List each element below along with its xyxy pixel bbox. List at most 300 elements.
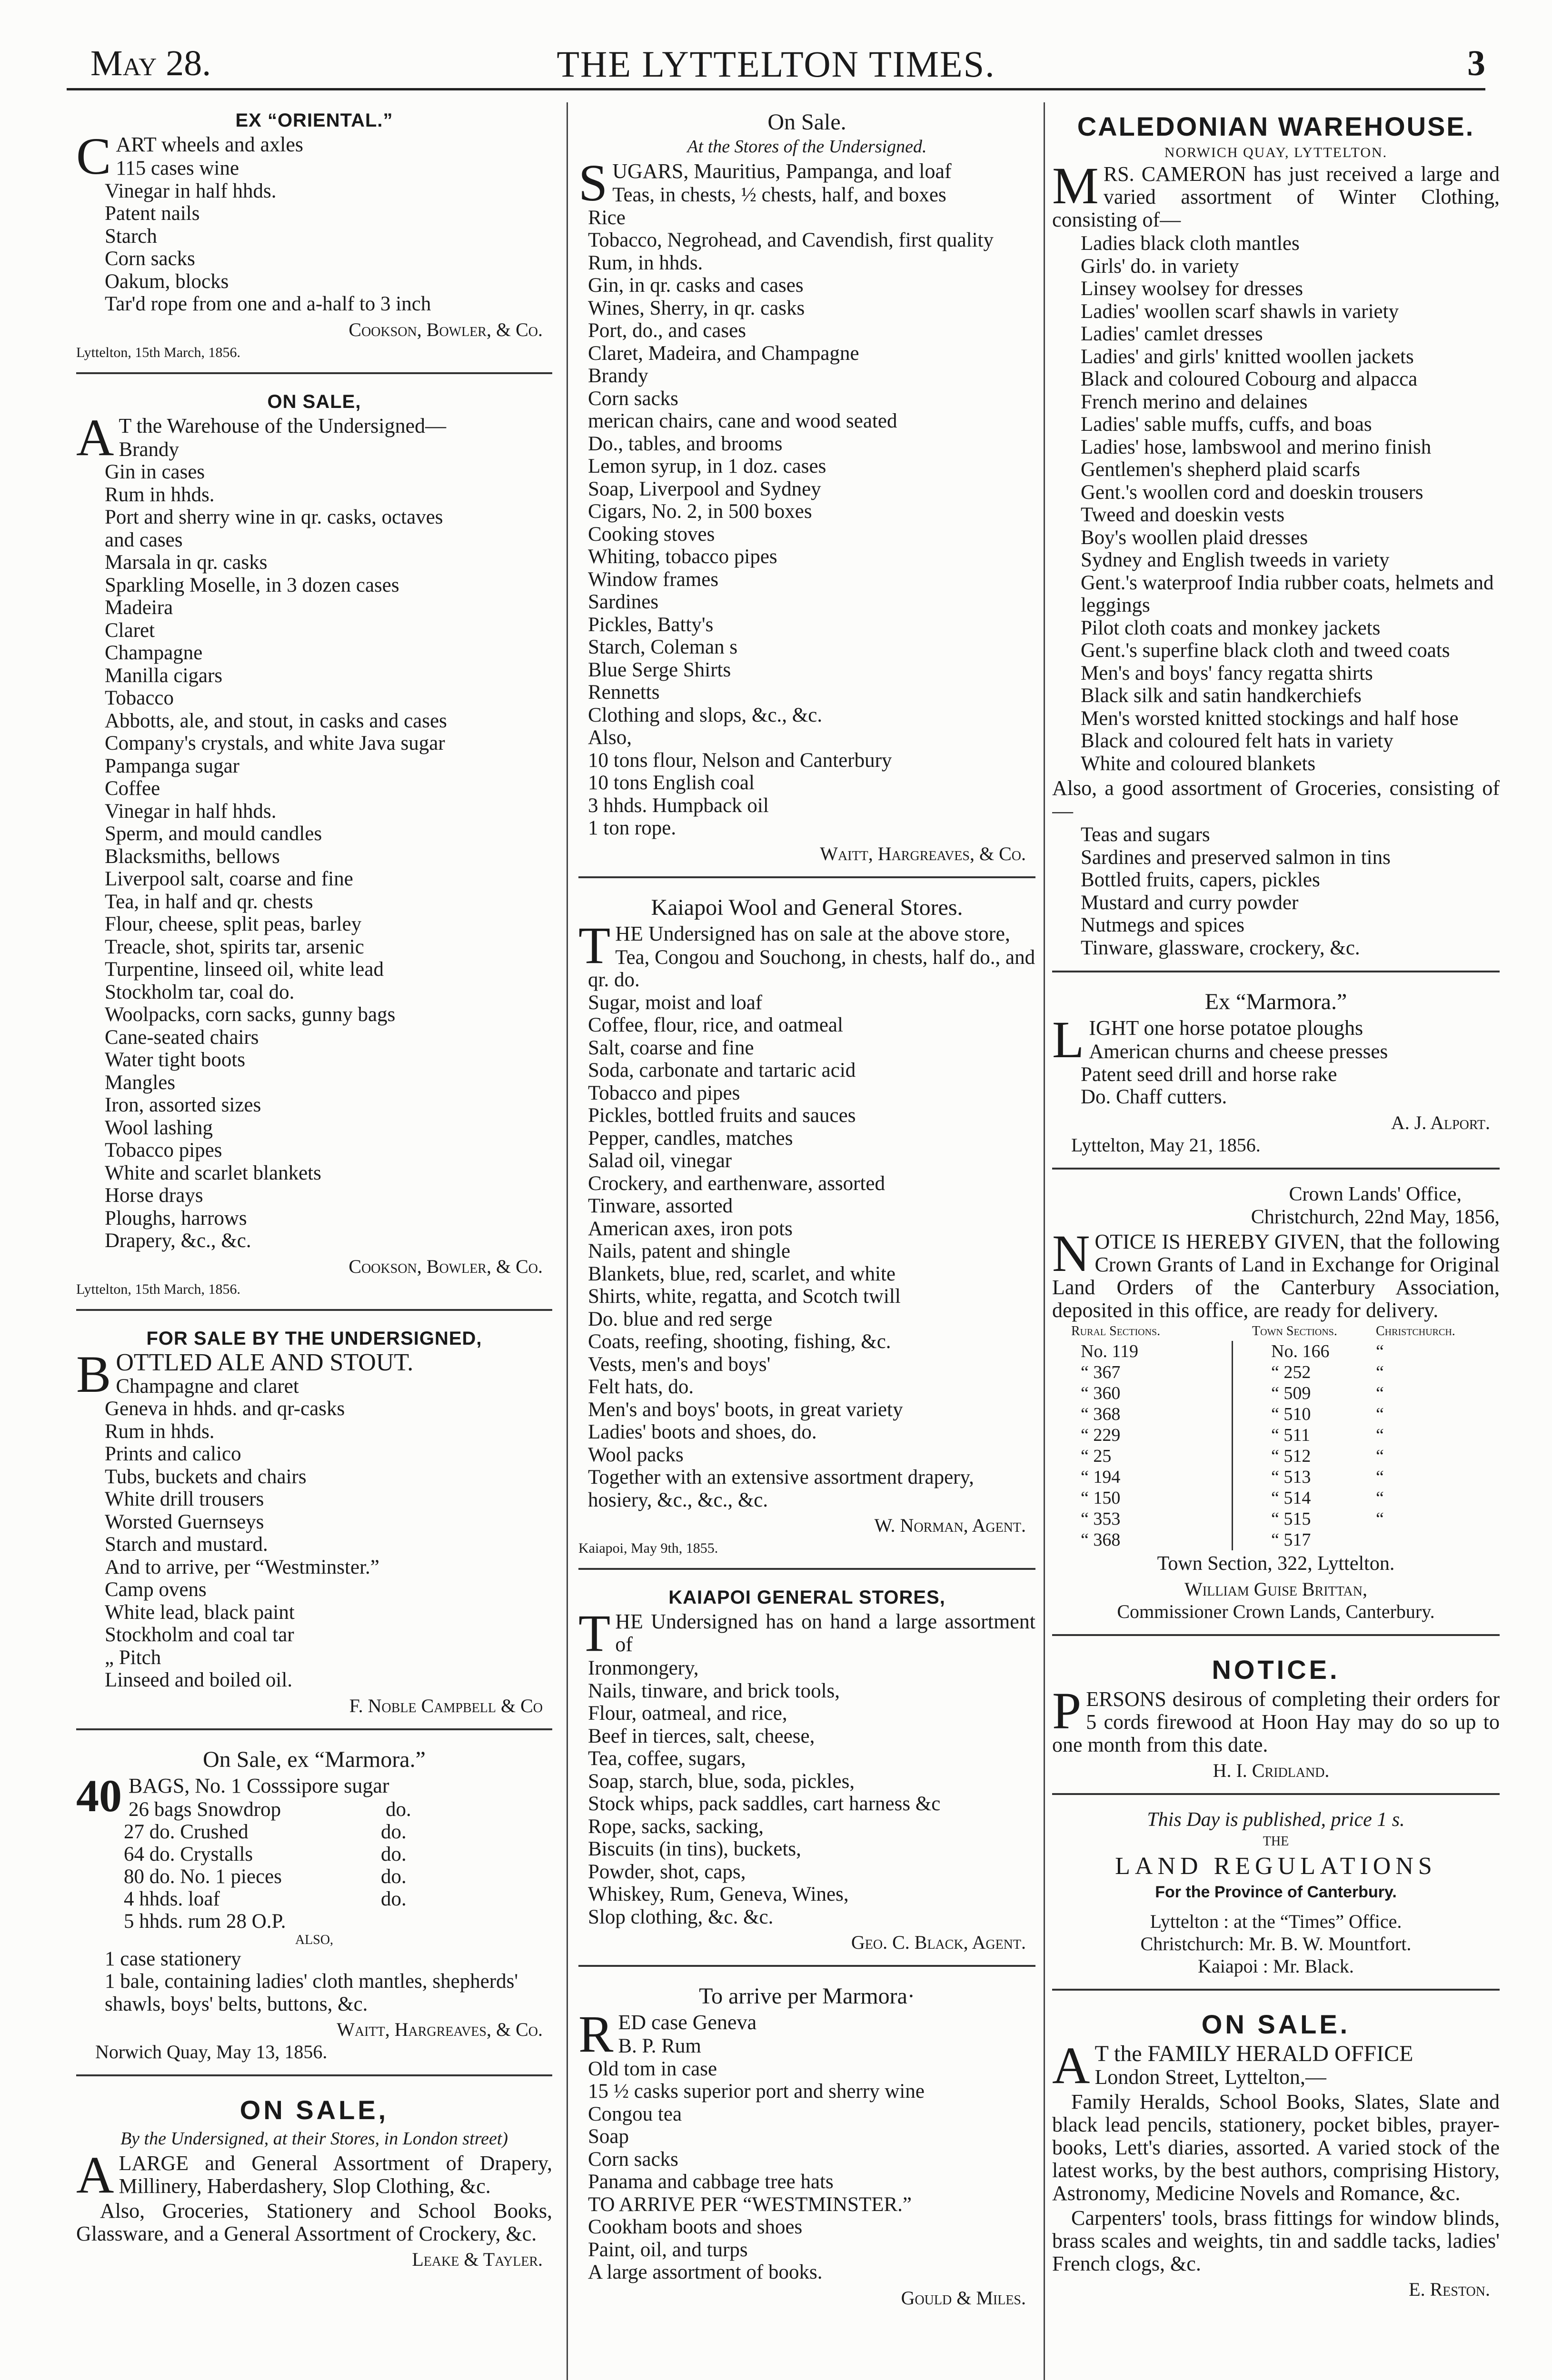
list-item: 115 cases wine [116, 157, 239, 179]
column-3 [1052, 102, 1500, 2380]
publication-title: LAND REGULATIONS [1115, 1852, 1437, 1880]
item-list [76, 1948, 552, 2016]
ad-heading: On Sale, ex “Marmora.” [203, 1746, 426, 1772]
list-item: Boy's woollen plaid dresses [1081, 526, 1308, 549]
list-item: Panama and cabbage tree hats [588, 2171, 834, 2193]
also-label: ALSO, [295, 1932, 334, 1947]
table-cell: 27 do. Crushed [124, 1820, 249, 1843]
list-item: 10 tons English coal [588, 772, 755, 794]
ad-on-sale-stores [578, 102, 1035, 878]
list-item: Treacle, shot, spirits tar, arsenic [105, 935, 364, 958]
list-item: Brandy [119, 438, 179, 461]
list-item: “ 252 [1271, 1362, 1311, 1382]
list-item: Also, [588, 726, 632, 749]
column-rule [1044, 102, 1045, 2380]
list-item: Gent.'s waterproof India rubber coats, helmets and leggings [1081, 571, 1494, 616]
list-item: Ladies' and girls' knitted woollen jackets [1081, 345, 1414, 368]
list-item: Corn sacks [588, 387, 678, 410]
list-item: Gent.'s woollen cord and doeskin trousers [1081, 481, 1423, 504]
list-item: “ [1376, 1508, 1384, 1529]
list-item: Sydney and English tweeds in variety [1081, 549, 1390, 571]
table-cell: do. [381, 1820, 407, 1843]
list-item: Paint, oil, and turps [588, 2238, 748, 2261]
newspaper-title: THE LYTTELTON TIMES. [557, 43, 995, 85]
list-item: Woolpacks, corn sacks, gunny bags [105, 1003, 396, 1026]
list-item: Tea, Congou and Souchong, in chests, half do., and qr. do. [588, 946, 1035, 991]
list-item: Manilla cigars [105, 664, 223, 687]
list-item: Stockholm tar, coal do. [105, 981, 295, 1003]
list-item: Beef in tierces, salt, cheese, [588, 1725, 815, 1747]
also-line: Also, a good assortment of Groceries, consisting of— [1052, 776, 1500, 823]
sugar-table [76, 1798, 552, 1933]
ad-ex-marmora-ploughs [1052, 982, 1500, 1170]
list-item: Champagne and claret [116, 1375, 299, 1398]
agent-lyttelton: Lyttelton : at the “Times” Office. [1150, 1910, 1402, 1932]
list-item: Old tom in case [588, 2057, 717, 2080]
list-item: Abbotts, ale, and stout, in casks and cases [105, 709, 447, 732]
list-item: Drapery, &c., &c. [105, 1230, 251, 1252]
list-item: and cases [105, 528, 183, 551]
ad-date: Lyttelton, 15th March, 1856. [76, 1281, 240, 1297]
list-item: 10 tons flour, Nelson and Canterbury [588, 749, 892, 772]
list-item: Wool lashing [105, 1116, 213, 1139]
list-item: “ [1376, 1425, 1384, 1445]
list-item: “ 229 [1081, 1425, 1121, 1445]
list-item: “ 194 [1081, 1467, 1121, 1487]
list-item: White lead, black paint [105, 1601, 295, 1624]
ad-signature: H. I. Cridland. [1213, 1759, 1330, 1781]
table-row [129, 1798, 552, 1821]
list-item: No. 166 [1271, 1341, 1330, 1361]
list-item: „ Pitch [105, 1646, 161, 1669]
column-2 [578, 102, 1035, 2380]
list-item: “ 511 [1271, 1425, 1310, 1445]
list-item: “ 517 [1271, 1529, 1311, 1550]
drop-cap: A [76, 408, 114, 466]
list-item: Tubs, buckets and chairs [105, 1465, 307, 1488]
list-item: White and scarlet blankets [105, 1161, 321, 1184]
drop-cap: R [578, 2005, 614, 2063]
ad-signature: Leake & Tayler. [412, 2249, 543, 2270]
column-rule [567, 102, 568, 2380]
item-list [76, 157, 552, 316]
ad-heading: To arrive per Marmora· [699, 1983, 915, 2009]
ad-signature: Waitt, Hargreaves, & Co. [820, 843, 1026, 864]
list-item: Sardines and preserved salmon in tins [1081, 846, 1391, 869]
list-item: Stock whips, pack saddles, cart harness &c [588, 1793, 941, 1815]
list-item: “ 150 [1081, 1488, 1121, 1508]
list-item: No. 119 [1081, 1341, 1139, 1361]
ad-heading: ON SALE. [1201, 2009, 1351, 2039]
list-item: Congou tea [588, 2102, 682, 2125]
list-item: “ [1376, 1488, 1384, 1508]
list-item: Company's crystals, and white Java sugar [105, 732, 445, 754]
list-item: “ 509 [1271, 1383, 1311, 1403]
list-item: Men's and boys' fancy regatta shirts [1081, 662, 1373, 684]
table-row [124, 1821, 552, 1843]
list-item: Do., tables, and brooms [588, 432, 783, 455]
table-cell: 80 do. No. 1 pieces [124, 1865, 282, 1888]
list-item: Gin in cases [105, 461, 205, 483]
table-cell: 64 do. Crystalls [124, 1843, 253, 1865]
ad-date: Norwich Quay, May 13, 1856. [95, 2041, 328, 2063]
list-item: White drill trousers [105, 1488, 264, 1510]
list-item: Slop clothing, &c. &c. [588, 1905, 774, 1928]
list-item: Girls' do. in variety [1081, 255, 1239, 278]
list-item: Powder, shot, caps, [588, 1860, 746, 1883]
list-item: “ 25 [1081, 1446, 1112, 1466]
list-item: Soap, starch, blue, soda, pickles, [588, 1770, 855, 1793]
ad-ex-oriental [76, 102, 552, 374]
list-item: Tweed and doeskin vests [1081, 504, 1285, 526]
notice-text: ERSONS desirous of completing their orders for 5 cords firewood at Hoon Hay may do so up to one month from this date. [1052, 1687, 1500, 1756]
ad-heading: NOTICE. [1212, 1654, 1340, 1685]
ad-heading: KAIAPOI GENERAL STORES, [668, 1587, 945, 1608]
list-item: Rum in hhds. [105, 1420, 215, 1443]
list-item: Coffee [105, 777, 160, 800]
list-item: “ 514 [1271, 1488, 1311, 1508]
list-item: Gentlemen's shepherd plaid scarfs [1081, 458, 1360, 481]
list-item: Men's worsted knitted stockings and half hose [1081, 707, 1459, 730]
list-item: Do. blue and red serge [588, 1308, 773, 1330]
ad-first-line: IGHT one horse potatoe ploughs [1089, 1016, 1363, 1040]
list-item: Soap [588, 2125, 629, 2148]
ad-heading: CALEDONIAN WAREHOUSE. [1077, 111, 1475, 141]
ad-signature: Cookson, Bowler, & Co. [348, 1255, 543, 1277]
list-item: Black and coloured felt hats in variety [1081, 730, 1393, 752]
signatory-title: Commissioner Crown Lands, Canterbury. [1117, 1600, 1435, 1622]
ad-heading: EX “ORIENTAL.” [235, 110, 393, 131]
list-item: Cane-seated chairs [105, 1026, 259, 1049]
ad-first-line: UGARS, Mauritius, Pampanga, and loaf [612, 159, 952, 183]
list-item: French merino and delaines [1081, 390, 1308, 413]
list-item: Brandy [588, 365, 648, 387]
publication-subtitle: For the Province of Canterbury. [1155, 1883, 1397, 1901]
item-list [76, 438, 552, 1252]
list-item: Marsala in qr. casks [105, 551, 268, 574]
list-item: Tobacco pipes [105, 1139, 222, 1161]
publish-line: This Day is published, price 1 s. [1147, 1808, 1405, 1831]
list-item: merican chairs, cane and wood seated [588, 410, 897, 432]
list-item: Rennetts [588, 681, 660, 704]
list-item: Starch [105, 225, 157, 248]
ad-signature: Cookson, Bowler, & Co. [348, 318, 543, 340]
list-item: Blankets, blue, red, scarlet, and white [588, 1262, 895, 1285]
list-item: “ [1376, 1467, 1384, 1487]
list-item: Mangles [105, 1071, 176, 1094]
list-item: Ladies' boots and shoes, do. [588, 1421, 817, 1443]
ad-body-2: Carpenters' tools, brass fittings for window blinds, brass scales and weights, tin and saddle tacks, ladies' French clogs, &c. [1052, 2206, 1500, 2275]
drop-cap: C [76, 127, 111, 185]
agent-kaiapoi: Kaiapoi : Mr. Black. [1198, 1955, 1354, 1977]
list-item: “ 360 [1081, 1383, 1121, 1403]
list-item: Cigars, No. 2, in 500 boxes [588, 500, 812, 523]
office-date: Christchurch, 22nd May, 1856, [1251, 1206, 1500, 1228]
ad-signature: E. Reston. [1409, 2278, 1490, 2300]
ad-land-regulations [1052, 1805, 1500, 1991]
list-item: Whiskey, Rum, Geneva, Wines, [588, 1883, 849, 1905]
list-item: Wines, Sherry, in qr. casks [588, 297, 805, 319]
list-item: Blacksmiths, bellows [105, 845, 280, 868]
list-item: Water tight boots [105, 1049, 246, 1071]
ad-first-line: HE Undersigned has on sale at the above store, [615, 922, 1010, 945]
office-line: Crown Lands' Office, [1289, 1183, 1462, 1205]
list-item: Iron, assorted sizes [105, 1094, 261, 1116]
list-item: Tea, in half and qr. chests [105, 890, 313, 913]
ad-first-line: HE Undersigned has on hand a large assortment of [615, 1610, 1035, 1656]
list-item: Coffee, flour, rice, and oatmeal [588, 1014, 843, 1036]
list-item: Pilot cloth coats and monkey jackets [1081, 616, 1381, 639]
list-item: Biscuits (in tins), buckets, [588, 1838, 801, 1860]
drop-cap: B [76, 1345, 111, 1403]
ad-signature: Waitt, Hargreaves, & Co. [337, 2019, 543, 2040]
ad-signature: A. J. Alport. [1391, 1111, 1490, 1133]
list-item: Mustard and curry powder [1081, 891, 1299, 914]
list-item: Crockery, and earthenware, assorted [588, 1172, 885, 1195]
list-item: American churns and cheese presses [1089, 1041, 1388, 1063]
table-cell: 26 bags Snowdrop [129, 1798, 281, 1821]
ad-on-sale-warehouse [76, 384, 552, 1311]
table-cell: do. [381, 1865, 407, 1888]
list-item: “ 368 [1081, 1404, 1121, 1424]
ad-heading: ON SALE, [239, 2095, 389, 2125]
ad-kaiapoi-wool [578, 888, 1035, 1570]
ad-first-line: T the Warehouse of the Undersigned— [119, 414, 447, 437]
list-item: “ 515 [1271, 1508, 1311, 1529]
ad-heading: ON SALE, [267, 391, 361, 412]
list-item: Sardines [588, 591, 659, 613]
list-item: “ [1376, 1341, 1384, 1361]
drop-cap: P [1052, 1681, 1082, 1740]
ad-first-line: T the FAMILY HERALD OFFICE [1094, 2041, 1413, 2066]
list-item: Tobacco [105, 687, 174, 709]
list-item: “ [1376, 1404, 1384, 1424]
list-item: “ 368 [1081, 1529, 1121, 1550]
list-item: 1 ton rope. [588, 817, 677, 839]
list-item: Corn sacks [588, 2148, 678, 2171]
list-item: Tobacco and pipes [588, 1081, 740, 1104]
list-item: Rope, sacks, sacking, [588, 1815, 764, 1838]
table-cell: do. [381, 1843, 407, 1865]
list-item: Worsted Guernseys [105, 1510, 264, 1533]
column-1 [76, 102, 552, 2380]
ad-signature: William Guise Brittan, [1184, 1578, 1367, 1600]
list-item: Teas, in chests, ½ chests, half, and boxes [612, 184, 946, 206]
list-item: Clothing and slops, &c., &c. [588, 704, 823, 726]
christchurch-header: Christchurch. [1376, 1323, 1455, 1339]
ad-subheading: At the Stores of the Undersigned. [687, 137, 927, 157]
big-number: 40 [76, 1770, 122, 1821]
rural-sections [1052, 1341, 1233, 1550]
list-item: “ 512 [1271, 1446, 1311, 1466]
list-item: Madeira [105, 596, 173, 619]
list-item: Camp ovens [105, 1578, 207, 1601]
list-item: Do. Chaff cutters. [1081, 1086, 1227, 1108]
masthead [67, 38, 1485, 90]
list-item: Blue Serge Shirts [588, 658, 731, 681]
drop-cap: T [578, 1604, 611, 1662]
list-item: Port, do., and cases [588, 319, 746, 342]
list-item: Tinware, assorted [588, 1195, 733, 1217]
list-item: Ladies' camlet dresses [1081, 323, 1263, 345]
list-item: Pepper, candles, matches [588, 1127, 793, 1150]
list-item: Ironmongery, [588, 1657, 699, 1679]
ad-firewood-notice [1052, 1646, 1500, 1795]
notice-text: OTICE IS HEREBY GIVEN, that the following Crown Grants of Land in Exchange for Original Land Orders of the Canterbury Association, deposited in this office, are ready for delivery. [1052, 1230, 1500, 1322]
list-item: Geneva in hhds. and qr-casks [105, 1398, 345, 1420]
list-item: Liverpool salt, coarse and fine [105, 868, 353, 890]
ad-signature: Gould & Miles. [901, 2287, 1026, 2309]
sections-table [1052, 1341, 1500, 1550]
list-item: Sugar, moist and loaf [588, 991, 763, 1014]
town-sections [1233, 1341, 1376, 1550]
list-item: Black and coloured Cobourg and alpacca [1081, 368, 1418, 390]
list-item: Flour, cheese, split peas, barley [105, 913, 362, 935]
ad-signature: F. Noble Campbell & Co [349, 1695, 543, 1716]
table-cell [381, 1910, 438, 1933]
drop-cap: A [1052, 2036, 1090, 2094]
drop-cap: M [1052, 157, 1099, 215]
item-list [578, 1657, 1035, 1928]
list-item: Ladies' woollen scarf shawls in variety [1081, 300, 1399, 323]
ad-subheading: By the Undersigned, at their Stores, in London street) [120, 2129, 508, 2149]
list-item: Ladies' hose, lambswool and merino finish [1081, 436, 1432, 458]
list-item: Linseed and boiled oil. [105, 1669, 293, 1691]
list-item: Nails, tinware, and brick tools, [588, 1679, 840, 1702]
list-item: Rice [588, 206, 626, 229]
list-item: B. P. Rum [618, 2035, 701, 2057]
table-row [124, 1888, 552, 1910]
ad-bottled-ale [76, 1320, 552, 1730]
table-cell: do. [381, 1887, 407, 1910]
ad-signature: W. Norman, Agent. [874, 1515, 1026, 1536]
ad-first-line: OTTLED ALE AND STOUT. [116, 1349, 414, 1376]
list-item: Pampanga sugar [105, 754, 240, 777]
list-item: Patent nails [105, 202, 200, 225]
table-cell: 4 hhds. loaf [124, 1887, 220, 1910]
list-item: Together with an extensive assortment drapery, hosiery, &c., &c., &c. [588, 1466, 974, 1511]
list-item: Oakum, blocks [105, 270, 229, 293]
list-item: Salad oil, vinegar [588, 1150, 732, 1172]
list-item: Prints and calico [105, 1443, 241, 1465]
list-item: Soap, Liverpool and Sydney [588, 477, 821, 500]
list-item: Tobacco, Negrohead, and Cavendish, first quality [588, 229, 994, 251]
ad-subheading: NORWICH QUAY, LYTTELTON. [1164, 145, 1388, 160]
item-list-2 [1052, 823, 1500, 959]
list-item: Window frames [588, 568, 719, 591]
list-item: Rum in hhds. [105, 483, 215, 506]
list-item: Ploughs, harrows [105, 1207, 247, 1230]
ad-leake-tayler [76, 2086, 552, 2282]
list-item: Salt, coarse and fine [588, 1036, 754, 1059]
list-item: Pickles, Batty's [588, 613, 714, 636]
issue-date: May 28. [90, 43, 211, 83]
item-list [578, 2035, 1035, 2284]
list-item: Gin, in qr. casks and cases [588, 274, 804, 297]
list-item: Rum, in hhds. [588, 251, 703, 274]
list-item: “ 513 [1271, 1467, 1311, 1487]
list-item: Bottled fruits, capers, pickles [1081, 869, 1320, 891]
list-item: Black silk and satin handkerchiefs [1081, 684, 1362, 707]
table-row [124, 1865, 552, 1888]
ad-marmora-sugar [76, 1740, 552, 2077]
ad-first-line: RS. CAMERON has just received a large and varied assortment of Winter Clothing, consisting of— [1052, 162, 1500, 231]
list-item: Nails, patent and shingle [588, 1240, 791, 1262]
list-item: Starch, Coleman s [588, 636, 738, 658]
ad-heading: Kaiapoi Wool and General Stores. [651, 894, 963, 920]
ad-caledonian-warehouse [1052, 102, 1500, 972]
list-item: Coats, reefing, shooting, fishing, &c. [588, 1330, 891, 1353]
list-item: “ 367 [1081, 1362, 1121, 1382]
list-item: Port and sherry wine in qr. casks, octaves [105, 506, 443, 528]
ad-body: Family Heralds, School Books, Slates, Slate and black lead pencils, stationery, pocket bibles, prayer-books, Lett's diaries, assorted. A varied stock of the latest works, by the best authors, comprising History, Astronomy, Medicine Novels and Romance, &c. [1052, 2090, 1500, 2205]
list-item: “ 353 [1081, 1508, 1121, 1529]
list-item: Turpentine, linseed oil, white lead [105, 958, 384, 981]
list-item: Linsey woolsey for dresses [1081, 278, 1303, 300]
list-item: Shirts, white, regatta, and Scotch twill [588, 1285, 901, 1308]
list-item: 3 hhds. Humpback oil [588, 794, 769, 817]
town-section-line: Town Section, 322, Lyttelton. [1157, 1552, 1395, 1575]
table-row [124, 1843, 552, 1865]
item-list [1052, 232, 1500, 775]
drop-cap: L [1052, 1011, 1084, 1069]
list-item: Vinegar in half hhds. [105, 179, 277, 202]
list-item: Sparkling Moselle, in 3 dozen cases [105, 574, 399, 596]
list-item: Vests, men's and boys' [588, 1353, 771, 1376]
list-item: Ladies black cloth mantles [1081, 232, 1300, 255]
list-item: Flour, oatmeal, and rice, [588, 1702, 787, 1725]
ad-date: Lyttelton, 15th March, 1856. [76, 344, 240, 360]
ad-heading: FOR SALE BY THE UNDERSIGNED, [146, 1328, 482, 1349]
list-item: 1 case stationery [105, 1947, 241, 1970]
list-item: Pickles, bottled fruits and sauces [588, 1104, 856, 1127]
list-item: American axes, iron pots [588, 1217, 793, 1240]
list-item: Teas and sugars [1081, 823, 1210, 846]
list-item: Tar'd rope from one and a-half to 3 inch [105, 293, 431, 315]
rural-header: Rural Sections. [1071, 1323, 1161, 1339]
list-item: White and coloured blankets [1081, 752, 1316, 775]
list-item: Gent.'s superfine black cloth and tweed coats [1081, 639, 1450, 662]
list-item: Cookham boots and shoes [588, 2216, 803, 2238]
table-cell: do. [386, 1798, 411, 1821]
list-item: Champagne [105, 642, 203, 664]
list-item: Wool packs [588, 1443, 684, 1466]
list-item: “ [1376, 1383, 1384, 1403]
item-list [1052, 1041, 1500, 1109]
table-cell: 5 hhds. rum 28 O.P. [124, 1910, 286, 1933]
ad-heading: On Sale. [767, 109, 846, 135]
ad-date: Lyttelton, May 21, 1856. [1071, 1134, 1261, 1156]
list-item: 15 ½ casks superior port and sherry wine [588, 2080, 925, 2102]
ad-first-line: ED case Geneva [618, 2011, 757, 2034]
list-item: “ [1376, 1446, 1384, 1466]
list-item: TO ARRIVE PER “WESTMINSTER.” [588, 2193, 912, 2216]
ad-subheading: London Street, Lyttelton,— [1094, 2065, 1326, 2089]
ditto-marks [1376, 1341, 1471, 1550]
drop-cap: S [578, 154, 608, 212]
ad-kaiapoi-general [578, 1579, 1035, 1967]
list-item: Felt hats, do. [588, 1376, 694, 1398]
list-item: Patent seed drill and horse rake [1081, 1063, 1337, 1086]
list-item: And to arrive, per “Westminster.” [105, 1556, 379, 1578]
list-item: Vinegar in half hhds. [105, 800, 277, 823]
ad-to-arrive-marmora [578, 1976, 1035, 2320]
item-list [76, 1375, 552, 1692]
list-item: “ [1376, 1362, 1384, 1382]
ad-heading: Ex “Marmora.” [1204, 989, 1347, 1014]
list-item: Cooking stoves [588, 523, 715, 545]
list-item: Whiting, tobacco pipes [588, 545, 777, 568]
